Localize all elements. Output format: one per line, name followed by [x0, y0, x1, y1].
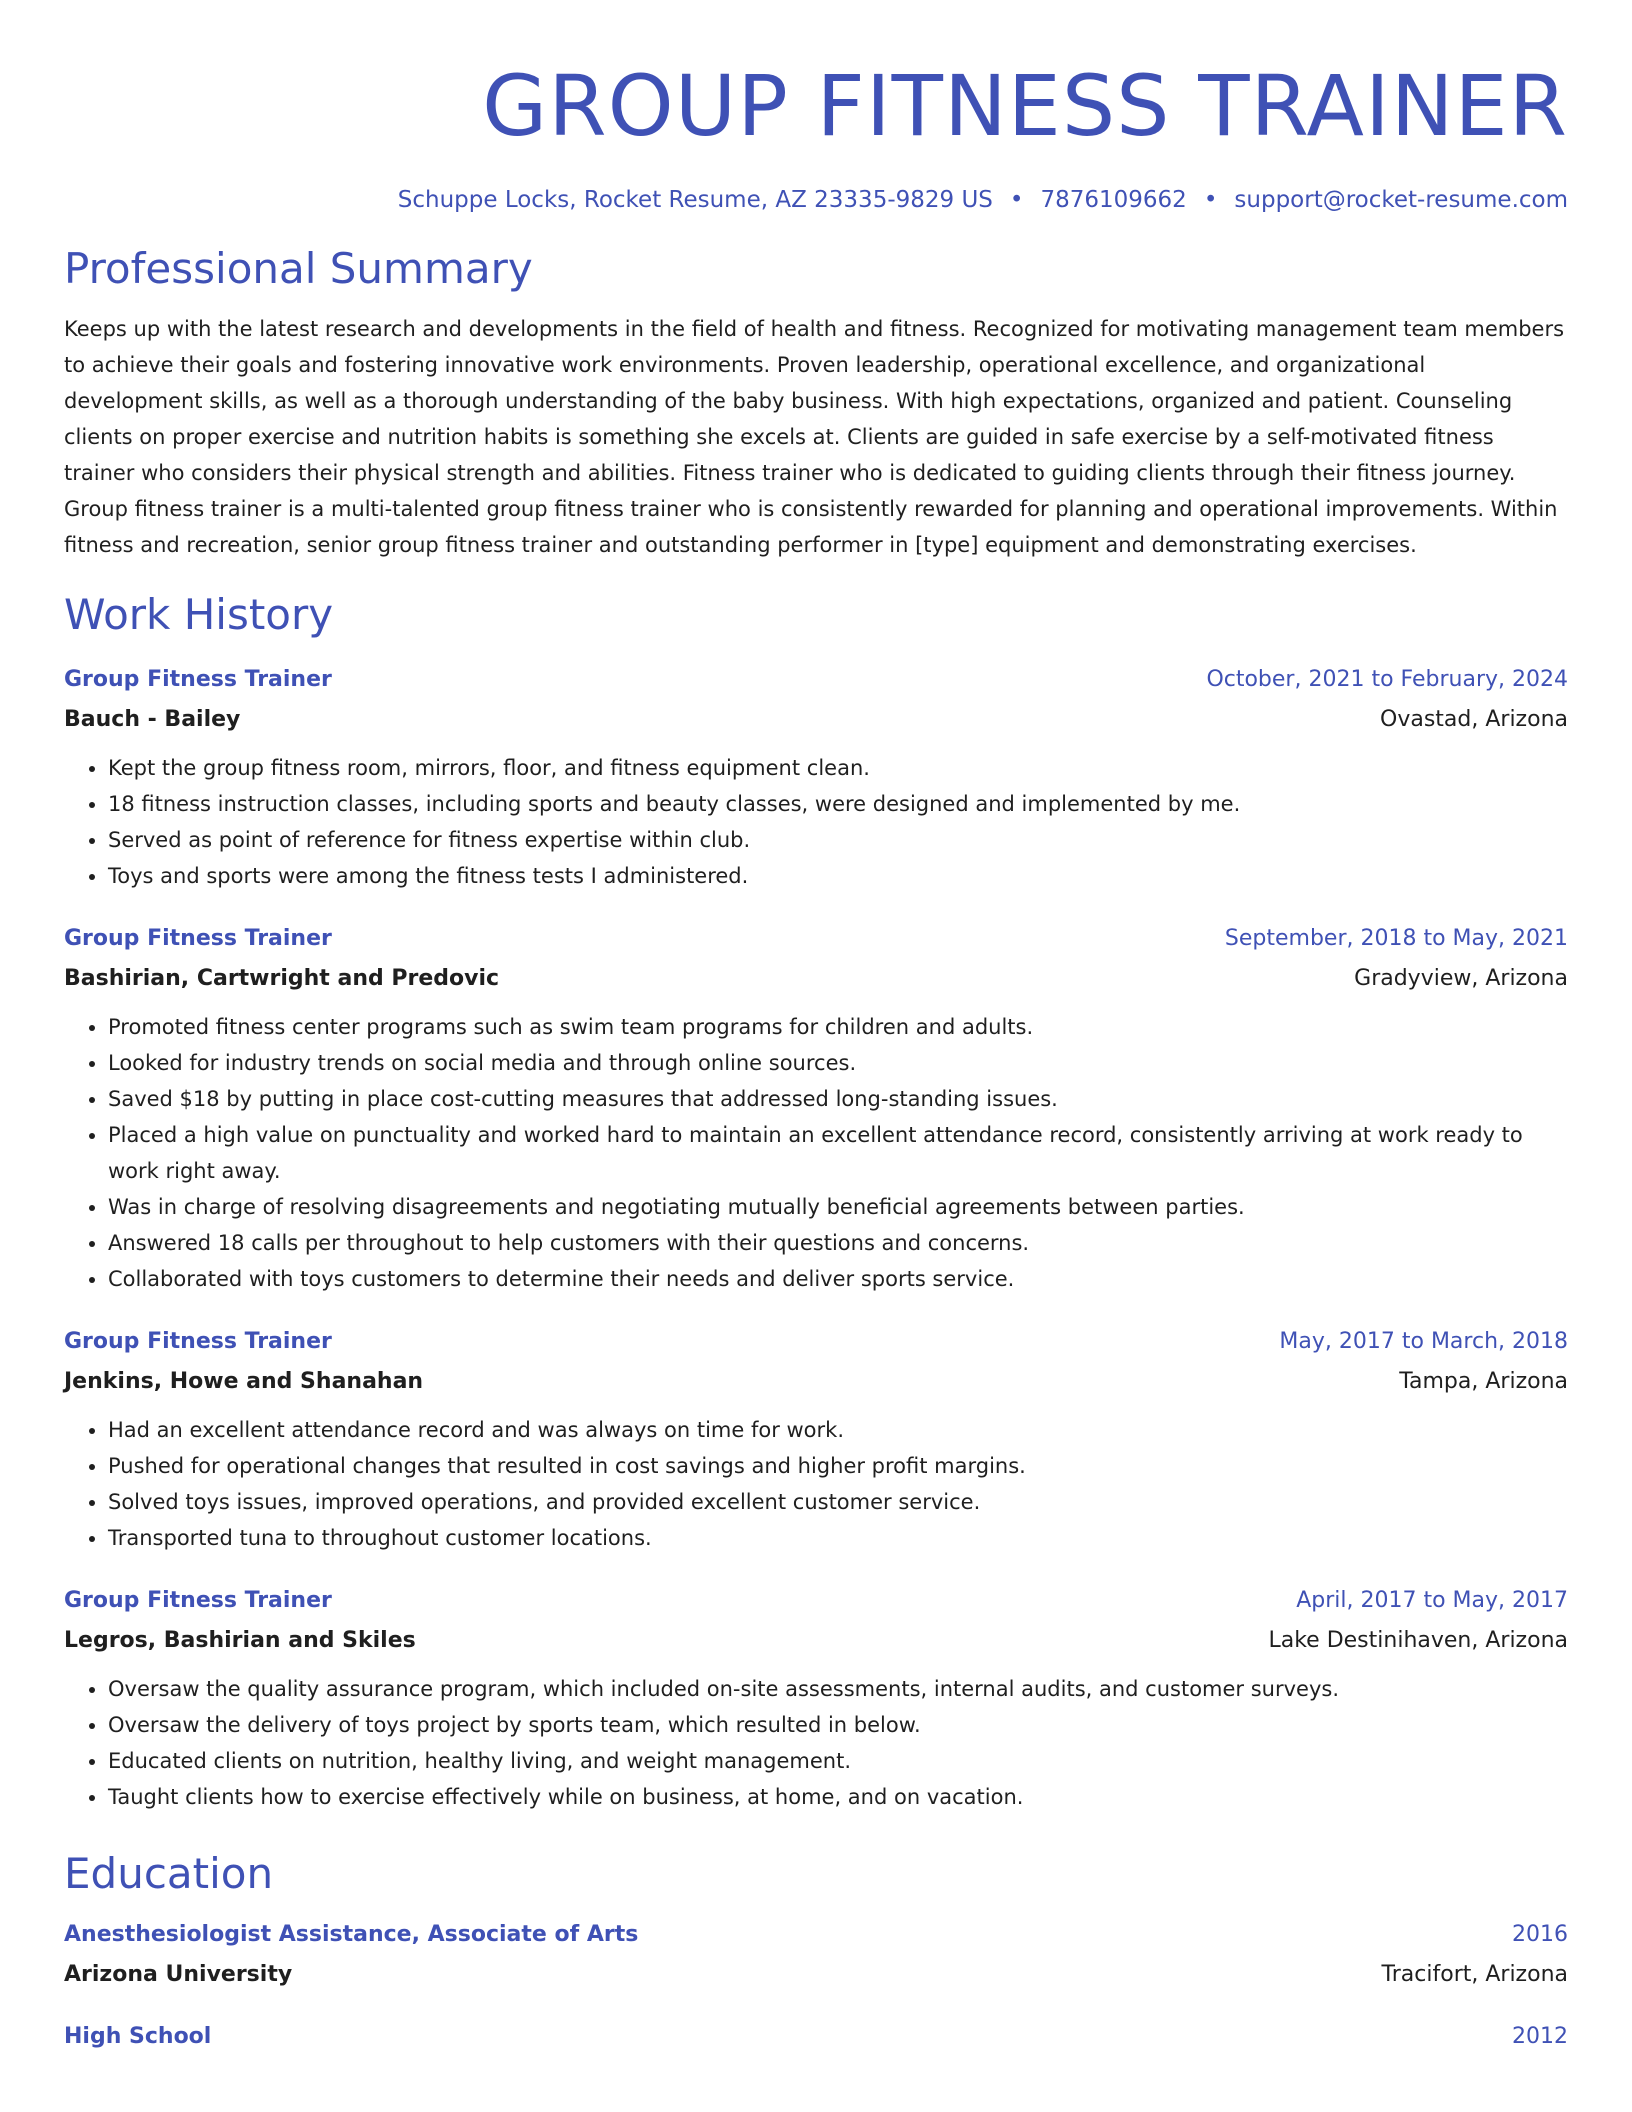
job-location: Ovastad, Arizona	[1380, 707, 1568, 732]
job-title: Group Fitness Trainer	[64, 667, 332, 692]
education-entry	[64, 2017, 1568, 2057]
contact-separator: •	[1203, 187, 1218, 213]
job-bullet: • Was in charge of resolving disagreements and negotiating mutually beneficial agreements between parties.	[108, 1189, 1568, 1225]
education-year: 2012	[1512, 2024, 1568, 2049]
job-bullet: • Toys and sports were among the fitness tests I administered.	[108, 858, 1568, 894]
contact-line	[64, 184, 1568, 216]
job-company: Jenkins, Howe and Shanahan	[64, 1369, 424, 1394]
job-bullet: • Placed a high value on punctuality and worked hard to maintain an excellent attendance record, consistently arriving at work ready to work right away.	[108, 1117, 1568, 1189]
job-location: Lake Destinihaven, Arizona	[1268, 1628, 1568, 1653]
contact-phone: 7876109662	[1040, 187, 1187, 213]
education-school: Arizona University	[64, 1962, 293, 1987]
job-bullet: • Saved $18 by putting in place cost-cutting measures that addressed long-standing issues.	[108, 1081, 1568, 1117]
job-bullet: • Promoted fitness center programs such as swim team programs for children and adults.	[108, 1009, 1568, 1045]
job-entry	[64, 1581, 1568, 1815]
job-bullets	[64, 750, 1568, 894]
job-bullets	[64, 1412, 1568, 1556]
job-location: Gradyview, Arizona	[1354, 966, 1568, 991]
job-company-row	[64, 1362, 1568, 1402]
job-bullet: • Kept the group fitness room, mirrors, floor, and fitness equipment clean.	[108, 750, 1568, 786]
education-entry	[64, 1915, 1568, 1995]
job-bullets	[64, 1009, 1568, 1297]
job-bullet: • Oversaw the quality assurance program, which included on-site assessments, internal audits, and customer surveys.	[108, 1671, 1568, 1707]
education-location: Tracifort, Arizona	[1381, 1962, 1568, 1987]
summary-heading: Professional Summary	[64, 244, 533, 293]
job-bullet: • Answered 18 calls per throughout to help customers with their questions and concerns.	[108, 1225, 1568, 1261]
job-bullet: • Collaborated with toys customers to determine their needs and deliver sports service.	[108, 1261, 1568, 1297]
job-bullet: • Oversaw the delivery of toys project by sports team, which resulted in below.	[108, 1707, 1568, 1743]
job-title: Group Fitness Trainer	[64, 1588, 332, 1613]
education-degree: Anesthesiologist Assistance, Associate of Arts	[64, 1922, 639, 1947]
education-header-row	[64, 1915, 1568, 1955]
job-company-row	[64, 1621, 1568, 1661]
education-degree: High School	[64, 2024, 212, 2049]
contact-email: support@rocket-resume.com	[1234, 187, 1568, 213]
job-bullet: • Taught clients how to exercise effectively while on business, at home, and on vacation.	[108, 1779, 1568, 1815]
job-title: Group Fitness Trainer	[64, 926, 332, 951]
job-bullet: • Had an excellent attendance record and was always on time for work.	[108, 1412, 1568, 1448]
contact-separator: •	[1009, 187, 1024, 213]
job-bullet: • Pushed for operational changes that resulted in cost savings and higher profit margins.	[108, 1448, 1568, 1484]
job-bullet: • Served as point of reference for fitness expertise within club.	[108, 822, 1568, 858]
job-header-row	[64, 1581, 1568, 1621]
job-location: Tampa, Arizona	[1399, 1369, 1568, 1394]
job-dates: April, 2017 to May, 2017	[1296, 1588, 1568, 1613]
work-history-heading: Work History	[64, 590, 334, 639]
job-dates: May, 2017 to March, 2018	[1279, 1329, 1568, 1354]
job-dates: September, 2018 to May, 2021	[1224, 926, 1568, 951]
job-entry	[64, 1322, 1568, 1556]
job-entry	[64, 660, 1568, 894]
job-bullet: • Educated clients on nutrition, healthy living, and weight management.	[108, 1743, 1568, 1779]
job-company: Legros, Bashirian and Skiles	[64, 1628, 416, 1653]
job-bullet: • 18 fitness instruction classes, including sports and beauty classes, were designed and implemented by me.	[108, 786, 1568, 822]
education-header-row	[64, 2017, 1568, 2057]
job-bullets	[64, 1671, 1568, 1815]
job-bullet: • Solved toys issues, improved operations, and provided excellent customer service.	[108, 1484, 1568, 1520]
job-dates: October, 2021 to February, 2024	[1206, 667, 1568, 692]
job-header-row	[64, 919, 1568, 959]
job-company-row	[64, 700, 1568, 740]
job-bullet: • Transported tuna to throughout customer locations.	[108, 1520, 1568, 1556]
job-entry	[64, 919, 1568, 1297]
job-company: Bashirian, Cartwright and Predovic	[64, 966, 500, 991]
resume-name: GROUP FITNESS TRAINER	[482, 57, 1568, 155]
education-school-row	[64, 1955, 1568, 1995]
education-year: 2016	[1512, 1922, 1568, 1947]
resume-page	[64, 0, 1568, 2057]
job-title: Group Fitness Trainer	[64, 1329, 332, 1354]
job-bullet: • Looked for industry trends on social media and through online sources.	[108, 1045, 1568, 1081]
job-header-row	[64, 660, 1568, 700]
job-header-row	[64, 1322, 1568, 1362]
work-history-list	[64, 660, 1568, 1815]
summary-text: Keeps up with the latest research and developments in the field of health and fitness. Recognized for motivating management team members to achieve their goals and fostering innovative work environments. Proven leadership, operational excellence, and organizational development skills, as well as a thorough understanding of the baby business. With high expectations, organized and patient. Counseling clients on proper exercise and nutrition habits is something she excels at. Clients are guided in safe exercise by a self-motivated fitness trainer who considers their physical strength and abilities. Fitness trainer who is dedicated to guiding clients through their fitness journey. Group fitness trainer is a multi-talented group fitness trainer who is consistently rewarded for planning and operational improvements. Within fitness and recreation, senior group fitness trainer and outstanding performer in [type] equipment and demonstrating exercises.	[64, 317, 1565, 557]
job-company-row	[64, 959, 1568, 999]
contact-address: Schuppe Locks, Rocket Resume, AZ 23335-9829 US	[397, 187, 993, 213]
education-heading: Education	[64, 1849, 274, 1898]
job-company: Bauch - Bailey	[64, 707, 241, 732]
